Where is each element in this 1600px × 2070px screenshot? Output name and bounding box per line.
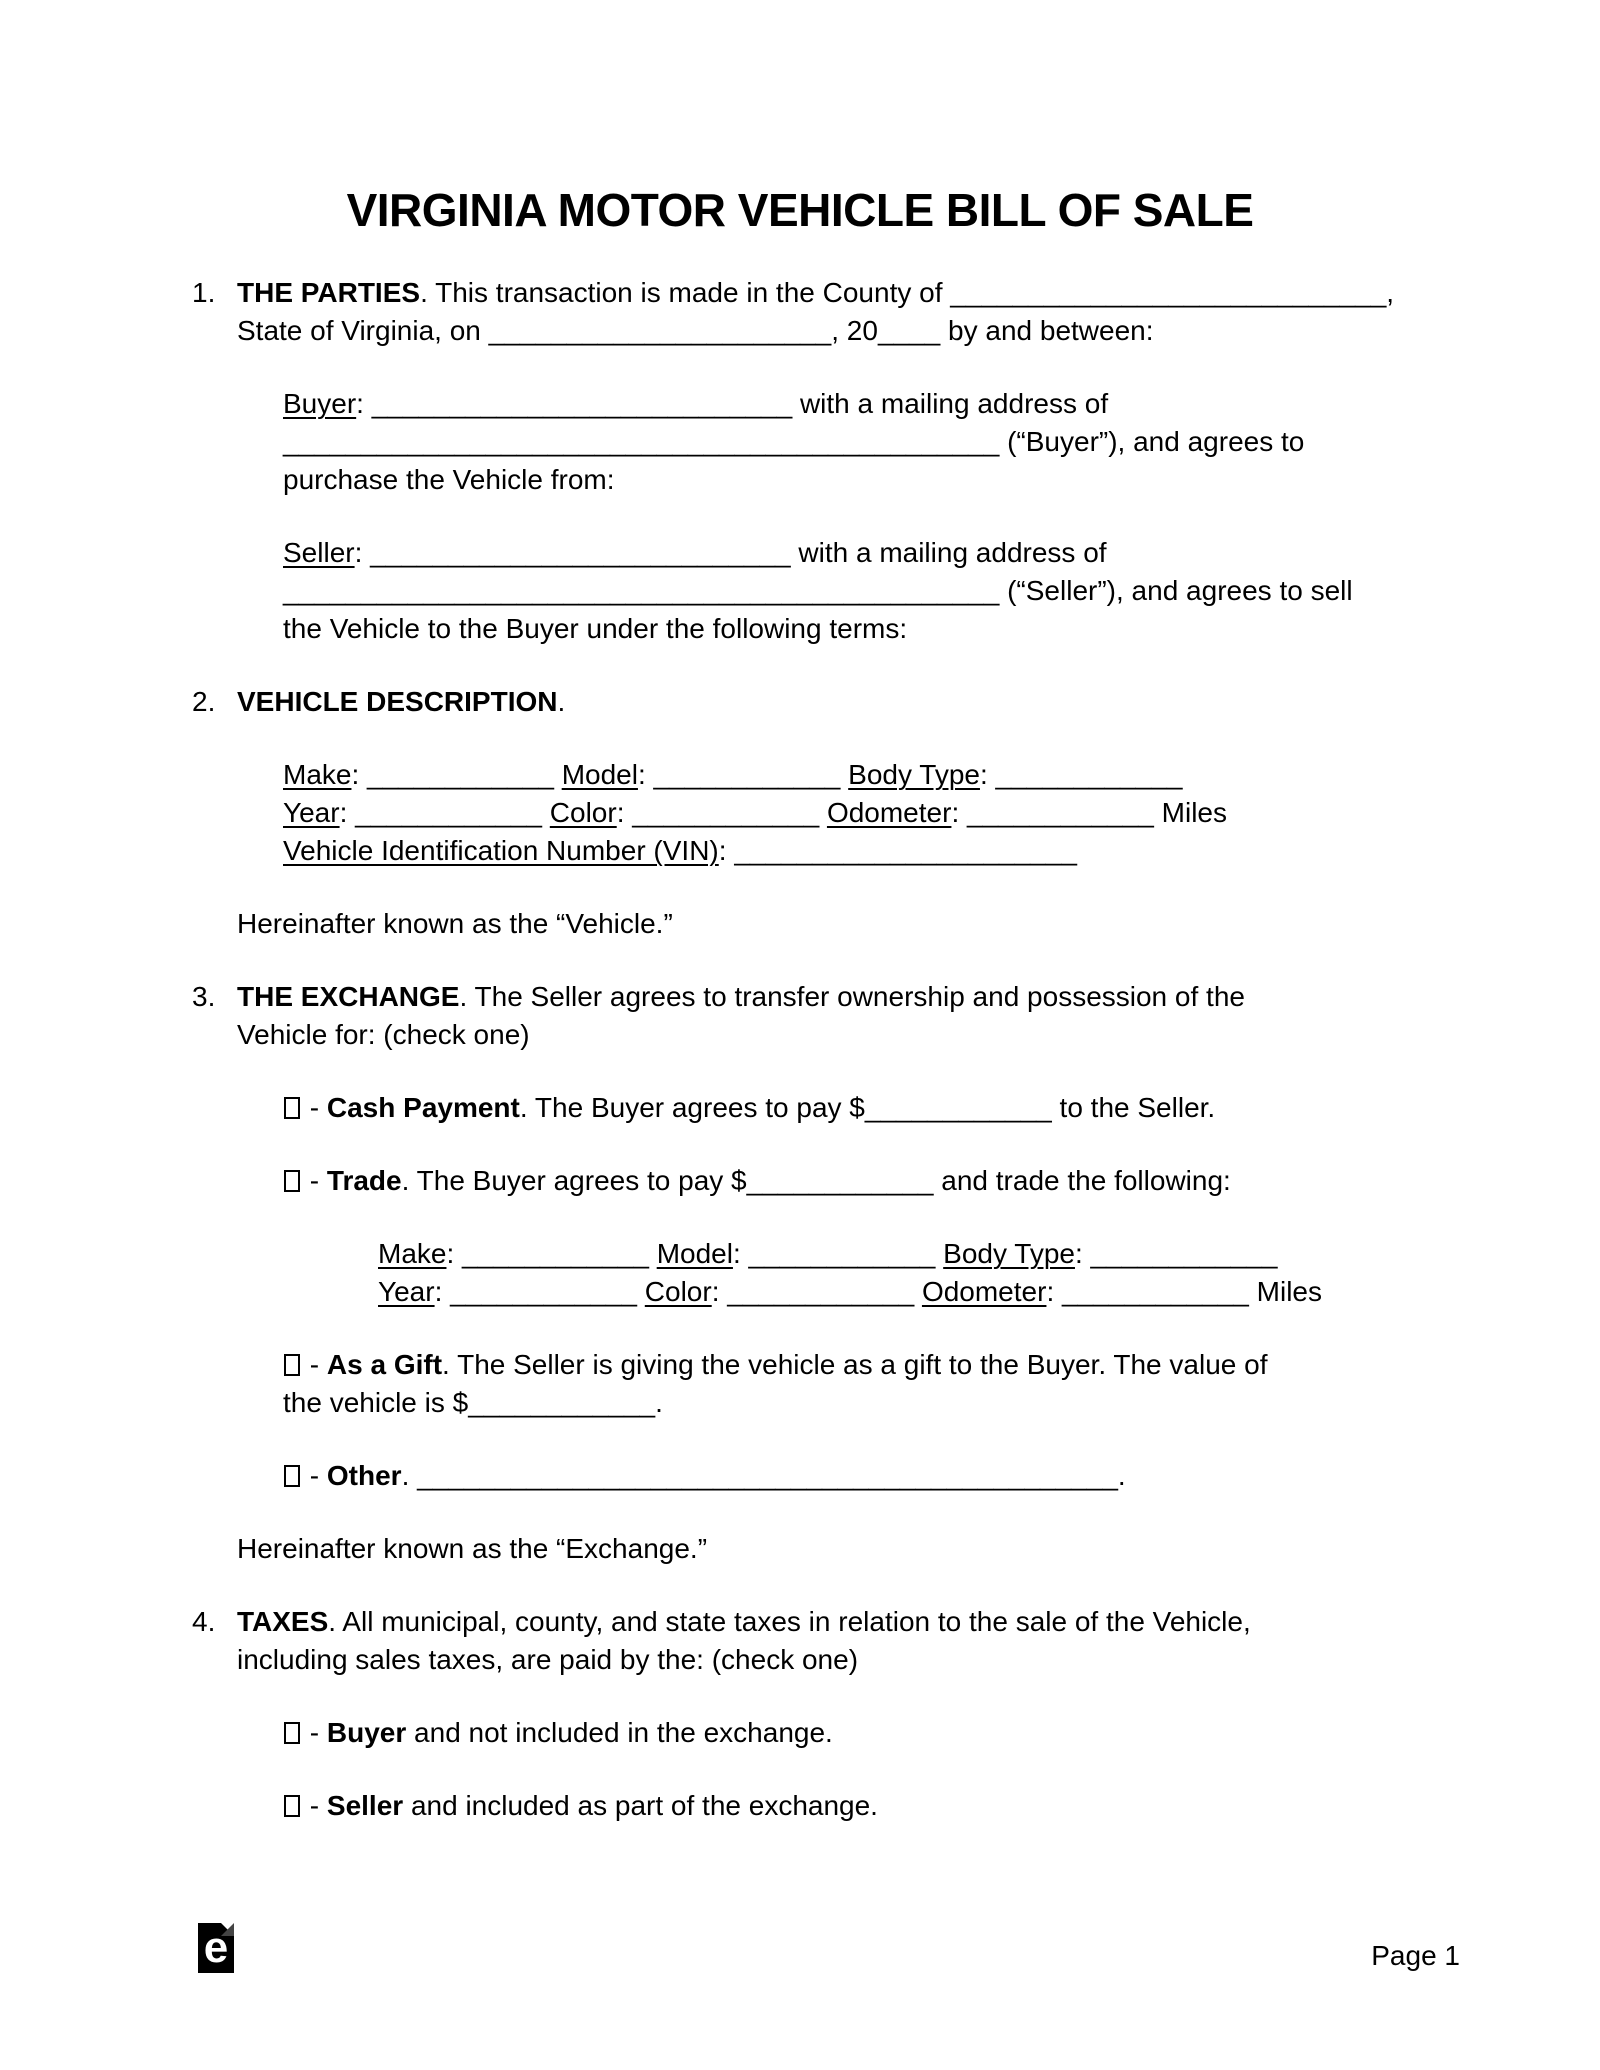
cash-payment-option-text-5: to the Seller.	[1051, 1092, 1216, 1123]
trade-vehicle-fields-text-1: :	[446, 1238, 463, 1269]
color-blank[interactable]: ____________	[632, 797, 820, 828]
seller-address-blank[interactable]: ______________________________________________	[283, 575, 1000, 606]
checkbox-other-icon[interactable]	[284, 1465, 300, 1487]
vin-label: Vehicle Identification Number (VIN)	[283, 835, 719, 866]
year-2digit-blank[interactable]: ____	[877, 315, 941, 346]
section-4-heading: TAXES	[237, 1606, 329, 1637]
make-label: Make	[283, 759, 352, 790]
vin-blank[interactable]: ______________________	[734, 835, 1077, 866]
trade-vehicle-fields-text-15	[637, 1276, 645, 1307]
trade-vehicle-fields-text-19	[914, 1276, 922, 1307]
trade-amount-blank[interactable]: ____________	[746, 1165, 934, 1196]
section-1-the-parties-text-5: State of Virginia, on	[237, 315, 489, 346]
cash-payment-label: Cash Payment	[326, 1092, 520, 1123]
vehicle-description-fields-text-13: :	[339, 797, 356, 828]
section-3-the-exchange	[192, 978, 1455, 1054]
trade-color-blank[interactable]: ____________	[727, 1276, 915, 1307]
gift-value-blank[interactable]: ____________	[468, 1387, 656, 1418]
section-1-the-parties-number: 1.	[192, 277, 216, 308]
section-3-the-exchange-number: 3.	[192, 981, 216, 1012]
other-blank[interactable]: _____________________________________________	[417, 1460, 1118, 1491]
body-type-blank[interactable]: ____________	[995, 759, 1183, 790]
year-blank[interactable]: ____________	[355, 797, 543, 828]
trade-option-text-1: -	[302, 1165, 327, 1196]
gift-label: As a Gift	[326, 1349, 443, 1380]
section-2-vehicle-description	[192, 683, 1455, 721]
year-label: Year	[283, 797, 340, 828]
trade-model-label: Model	[656, 1238, 733, 1269]
trade-option-text-3: . The Buyer agrees to pay $	[401, 1165, 747, 1196]
cash-payment-option-text-3: . The Buyer agrees to pay $	[519, 1092, 865, 1123]
section-2-vehicle-description-number: 2.	[192, 686, 216, 717]
make-blank[interactable]: ____________	[367, 759, 554, 790]
other-option	[283, 1457, 1455, 1495]
section-1-the-parties-text-1: . This transaction is made in the County of	[420, 277, 951, 308]
buyer-address-blank[interactable]: ______________________________________________	[283, 426, 1000, 457]
seller-clause-text-1: :	[354, 537, 371, 568]
document-title: VIRGINIA MOTOR VEHICLE BILL OF SALE	[346, 184, 1254, 236]
gift-option	[283, 1346, 1455, 1422]
trade-year-blank[interactable]: ____________	[450, 1276, 638, 1307]
vehicle-description-fields-text-17: :	[616, 797, 633, 828]
model-blank[interactable]: ____________	[653, 759, 841, 790]
vehicle-description-fields-text-21: :	[951, 797, 967, 828]
checkbox-as-a-gift-icon[interactable]	[284, 1354, 300, 1376]
vehicle-nickname	[237, 905, 1455, 943]
exchange-nickname-text-0: Hereinafter known as the “Exchange.”	[237, 1533, 708, 1564]
vehicle-description-fields-text-9: :	[979, 759, 996, 790]
seller-clause-text-3: with a mailing address of	[790, 537, 1107, 568]
trade-odometer-label: Odometer	[921, 1276, 1047, 1307]
vehicle-description-fields-text-3	[554, 759, 562, 790]
checkbox-cash-payment-icon[interactable]	[284, 1097, 300, 1119]
buyer-clause	[283, 385, 1455, 499]
vehicle-description-fields	[283, 756, 1455, 870]
section-4-taxes	[192, 1603, 1455, 1679]
section-3-the-exchange-text-1: . The Seller agrees to transfer ownership and possession of the	[459, 981, 1245, 1012]
other-option-text-5: .	[1117, 1460, 1126, 1491]
trade-make-label: Make	[378, 1238, 447, 1269]
trade-vehicle-fields-text-7	[935, 1238, 943, 1269]
section-4-taxes-text-3: including sales taxes, are paid by the: (check one)	[237, 1644, 859, 1675]
vehicle-description-fields-text-7	[840, 759, 848, 790]
model-label: Model	[561, 759, 638, 790]
exchange-nickname	[237, 1530, 1455, 1568]
odometer-blank[interactable]: ____________	[967, 797, 1154, 828]
other-option-text-1: -	[302, 1460, 327, 1491]
trade-color-label: Color	[644, 1276, 712, 1307]
section-1-the-parties	[192, 274, 1455, 350]
checkbox-taxes-seller-icon[interactable]	[284, 1795, 300, 1817]
trade-vehicle-fields-text-3	[649, 1238, 657, 1269]
body-type-label: Body Type	[848, 759, 980, 790]
vehicle-description-fields-text-23: Miles	[1153, 797, 1227, 828]
trade-vehicle-fields-text-5: :	[732, 1238, 749, 1269]
taxes-buyer-option-text-3: and not included in the exchange.	[406, 1717, 833, 1748]
section-1-heading: THE PARTIES	[237, 277, 421, 308]
checkbox-trade-icon[interactable]	[284, 1170, 300, 1192]
buyer-clause-text-3: with a mailing address of	[792, 388, 1109, 419]
taxes-seller-option	[283, 1787, 1455, 1825]
taxes-seller-label: Seller	[326, 1790, 404, 1821]
trade-body-type-label: Body Type	[943, 1238, 1075, 1269]
section-1-the-parties-text-9: by and between:	[940, 315, 1154, 346]
cash-payment-option	[283, 1089, 1455, 1127]
trade-make-blank[interactable]: ____________	[462, 1238, 649, 1269]
vehicle-description-fields-text-15	[542, 797, 550, 828]
page-number: Page 1	[1371, 1940, 1460, 1971]
vehicle-description-fields-text-1: :	[351, 759, 368, 790]
buyer-name-blank[interactable]: ___________________________	[371, 388, 793, 419]
trade-vehicle-fields-text-9: :	[1074, 1238, 1091, 1269]
trade-vehicle-fields-text-17: :	[711, 1276, 728, 1307]
taxes-seller-option-text-1: -	[302, 1790, 327, 1821]
trade-vehicle-fields-text-13: :	[434, 1276, 451, 1307]
date-blank[interactable]: ______________________	[488, 315, 832, 346]
section-3-the-exchange-text-3: Vehicle for: (check one)	[237, 1019, 530, 1050]
other-option-text-3: .	[401, 1460, 418, 1491]
vehicle-nickname-text-0: Hereinafter known as the “Vehicle.”	[237, 908, 673, 939]
buyer-clause-text-1: :	[356, 388, 372, 419]
taxes-buyer-option-text-1: -	[302, 1717, 327, 1748]
seller-clause-text-6: (“Seller”), and agrees to sell	[999, 575, 1353, 606]
other-label: Other	[326, 1460, 402, 1491]
color-label: Color	[549, 797, 617, 828]
trade-label: Trade	[326, 1165, 402, 1196]
taxes-buyer-option	[283, 1714, 1455, 1752]
seller-label: Seller	[283, 537, 355, 568]
taxes-seller-option-text-3: and included as part of the exchange.	[403, 1790, 878, 1821]
logo-letter: e	[203, 1923, 229, 1972]
document-body	[192, 238, 1455, 1825]
buyer-clause-text-8: purchase the Vehicle from:	[283, 464, 615, 495]
trade-option	[283, 1162, 1455, 1200]
trade-vehicle-fields-text-21: :	[1046, 1276, 1062, 1307]
eforms-logo-icon	[198, 1923, 234, 1973]
odometer-label: Odometer	[826, 797, 952, 828]
gift-option-text-7: .	[655, 1387, 663, 1418]
trade-odometer-blank[interactable]: ____________	[1062, 1276, 1249, 1307]
trade-vehicle-fields	[378, 1235, 1455, 1311]
section-2-vehicle-description-text-1: .	[557, 686, 566, 717]
gift-option-text-1: -	[302, 1349, 327, 1380]
section-4-taxes-number: 4.	[192, 1606, 216, 1637]
taxes-buyer-label: Buyer	[326, 1717, 407, 1748]
trade-year-label: Year	[378, 1276, 435, 1307]
trade-model-blank[interactable]: ____________	[748, 1238, 936, 1269]
vehicle-description-fields-text-5: :	[637, 759, 654, 790]
trade-option-text-5: and trade the following:	[933, 1165, 1231, 1196]
seller-clause-text-8: the Vehicle to the Buyer under the following terms:	[283, 613, 908, 644]
seller-clause	[283, 534, 1455, 648]
section-2-heading: VEHICLE DESCRIPTION	[237, 686, 558, 717]
trade-vehicle-fields-text-23: Miles	[1248, 1276, 1322, 1307]
section-3-heading: THE EXCHANGE	[237, 981, 460, 1012]
section-1-the-parties-text-3: ,	[1386, 277, 1395, 308]
gift-option-text-5: the vehicle is $	[283, 1387, 469, 1418]
checkbox-taxes-buyer-icon[interactable]	[284, 1722, 300, 1744]
buyer-clause-text-6: (“Buyer”), and agrees to	[999, 426, 1305, 457]
vehicle-description-fields-text-19	[819, 797, 827, 828]
section-4-taxes-text-1: . All municipal, county, and state taxes in relation to the sale of the Vehicle,	[328, 1606, 1251, 1637]
trade-body-type-blank[interactable]: ____________	[1090, 1238, 1278, 1269]
county-blank[interactable]: ____________________________	[950, 277, 1387, 308]
section-1-the-parties-text-7: , 20	[831, 315, 878, 346]
buyer-label: Buyer	[283, 388, 357, 419]
seller-name-blank[interactable]: ___________________________	[370, 537, 791, 568]
vehicle-description-fields-text-26: :	[718, 835, 735, 866]
cash-payment-option-text-1: -	[302, 1092, 327, 1123]
cash-amount-blank[interactable]: ____________	[864, 1092, 1052, 1123]
gift-option-text-3: . The Seller is giving the vehicle as a gift to the Buyer. The value of	[442, 1349, 1268, 1380]
